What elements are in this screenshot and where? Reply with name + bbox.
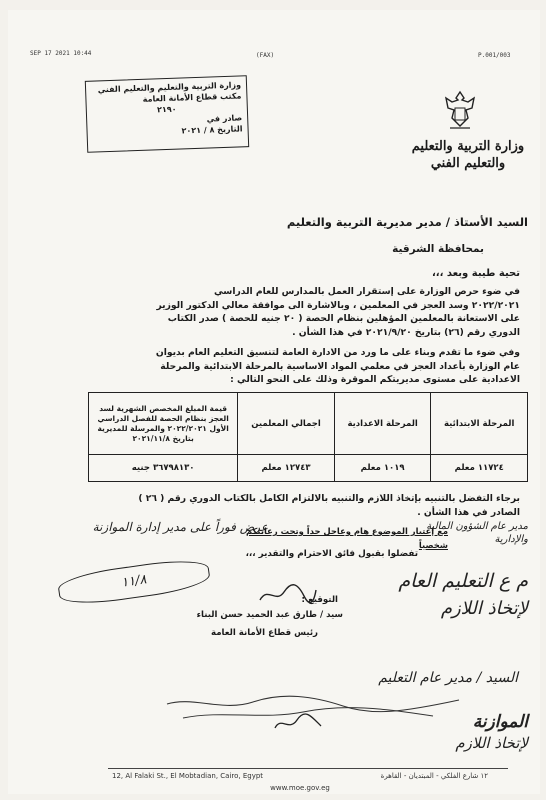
stamp-line: صادر في	[206, 113, 243, 124]
fax-header-left: SEP 17 2021 10:44	[30, 50, 92, 57]
stamp-line: ٢١٩٠	[156, 104, 177, 115]
stamp-line: مكتب قطاع الأمانة العامة	[142, 91, 242, 104]
eagle-emblem-icon	[440, 88, 480, 132]
handwritten-note: لإتخاذ اللازم	[455, 734, 528, 752]
request-paragraph	[78, 492, 520, 519]
signatory-title: رئيس قطاع الأمانة العامة	[210, 628, 318, 638]
deficit-table	[88, 392, 528, 482]
text-line: برجاء التفضل بالتنبيه بإتخاذ اللازم والتنبيه بالالتزام الكامل بالكتاب الدوري رقم ( ٢٦ )	[138, 493, 520, 504]
text-line: عام الوزارة بأعداد العجز في معلمي المواد الاساسية بالمرحلة الابتدائية والمرحلة	[160, 360, 520, 372]
paragraph-1	[78, 285, 520, 339]
greeting: تحية طيبة وبعد ،،،	[432, 268, 520, 279]
closing-regards: تفضلوا بقبول فائق الاحترام والتقدير ،،،	[245, 549, 418, 559]
text-line: في ضوء حرص الوزارة على إستقرار العمل بالمدارس للعام الدراسي	[214, 286, 520, 297]
table-cell: ١١٧٢٤ معلم	[431, 455, 528, 482]
handwritten-note: الموازنة	[472, 712, 528, 732]
text-line: الدوري رقم (٢٦) بتاريخ ٢٠٢١/٩/٢٠ في هذا الشأن .	[292, 326, 520, 338]
text-line: الصادر في هذا الشأن .	[417, 506, 520, 518]
footer-address-en: 12, Al Falaki St., El Mobtadian, Cairo, Egypt	[112, 772, 264, 780]
handwritten-note: عرض فوراً على مدير إدارة الموازنة	[92, 520, 268, 534]
signature-scribble-icon	[258, 582, 318, 606]
signatory-name: سيد / طارق عبد الحميد حسن البناء	[196, 610, 343, 620]
ministry-name	[403, 138, 533, 172]
text-line: الاعدادية على مستوى مديريتكم الموقرة وذلك على النحو التالي :	[230, 374, 520, 385]
ministry-line: وزارة التربية والتعليم	[411, 139, 525, 154]
table-header: المرحلة الاعدادية	[334, 393, 431, 455]
document-page	[8, 10, 540, 794]
table-cell: ١٢٧٤٣ معلم	[238, 455, 335, 482]
text-line: على الاستعانة بالمعلمين المؤهلين بنظام الحصة ( ٢٠ جنيه للحصة ) صدر الكتاب	[167, 313, 520, 324]
table-header: قيمة المبلغ المخصص الشهرية لسد العجز بنظام الحصة للفصل الدراسي الأول ٢٠٢٢/٢٠٢١ والمرسلة للمديرية بتاريخ ٢٠٢١/١١/٨	[89, 393, 238, 455]
fax-header-right: P.001/003	[478, 52, 511, 59]
handwritten-note: مدير عام الشؤون المالية والإدارية	[426, 521, 528, 545]
recipient-title: السيد الأستاذ / مدير مديرية التربية والتعليم	[286, 215, 528, 229]
signature-label: التوقيع :	[301, 595, 338, 605]
closing-urgent: مع إعتبار الموضوع هام وعاجل جداً وتحت رعايتكم شخصياً	[245, 526, 448, 550]
handwritten-note: م ع التعليم العام	[398, 570, 528, 592]
received-date-stamp: ١١/٨	[57, 556, 212, 609]
stamp-line: التاريخ ٨ / ٢٠٢١	[181, 124, 243, 136]
recipient-governorate: بمحافظة الشرقية	[392, 243, 484, 255]
table-cell: ٣٦٧٩٨١٣٠ جنيه	[89, 455, 238, 482]
fax-header-mid: (FAX)	[256, 52, 275, 59]
handwritten-note: السيد / مدير عام التعليم	[378, 670, 518, 686]
footer-address-ar: ١٢ شارع الفلكي - المبتديان - القاهرة	[380, 772, 488, 780]
stamp-line: وزارة التربية والتعليم والتعليم الفني	[97, 80, 242, 95]
incoming-stamp	[85, 75, 249, 153]
footer-divider	[108, 768, 508, 769]
footer-website: www.moe.gov.eg	[270, 784, 330, 792]
table-header: المرحلة الابتدائية	[431, 393, 528, 455]
paragraph-2	[78, 346, 520, 387]
handwritten-note: لإتخاذ اللازم	[440, 598, 528, 619]
ministry-line: والتعليم الفني	[430, 156, 506, 171]
text-line: ٢٠٢٢/٢٠٢١ وسد العجز في المعلمين ، وبالاشارة الى موافقة معالي الدكتور الوزير	[156, 299, 520, 311]
table-cell: ١٠١٩ معلم	[334, 455, 431, 482]
table-header: اجمالي المعلمين	[238, 393, 335, 455]
signature-scribble-icon	[273, 712, 323, 734]
text-line: وفي ضوء ما تقدم وبناء على ما ورد من الادارة العامة لتنسيق التعليم العام بديوان	[155, 347, 520, 358]
